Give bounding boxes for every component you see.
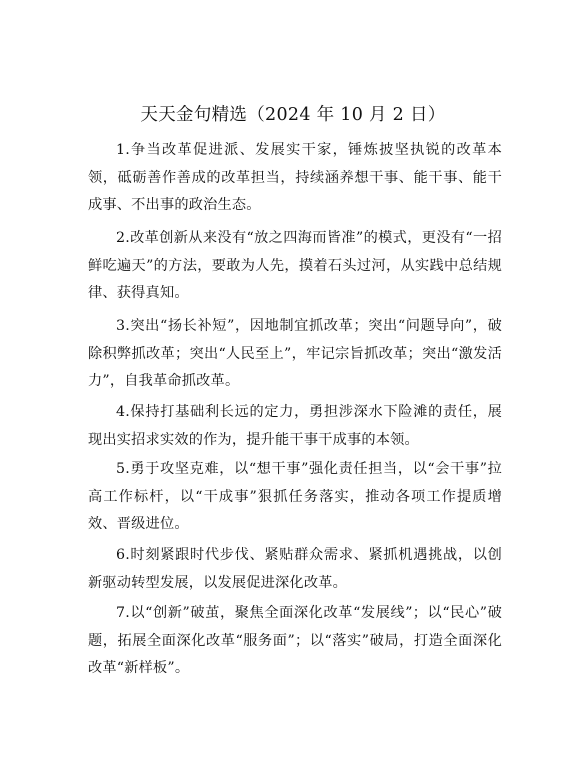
paragraph-4: 4.保持打基础利长远的定力，勇担涉深水下险滩的责任，展现出实招求实效的作为，提升能干事干成事的本领。 (88, 404, 502, 448)
paragraph-7: 7.以“创新”破茧，聚焦全面深化改革“发展线”；以“民心”破题，拓展全面深化改革“服务面”；以“落实”破局，打造全面深化改革“新样板”。 (88, 605, 502, 676)
paragraph-6: 6.时刻紧跟时代步伐、紧贴群众需求、紧抓机遇挑战，以创新驱动转型发展，以发展促进深化改革。 (88, 547, 502, 591)
paragraph-5: 5.勇于攻坚克难，以“想干事”强化责任担当，以“会干事”拉高工作标杆，以“干成事”狠抓任务落实，推动各项工作提质增效、晋级进位。 (88, 461, 502, 532)
paragraph-2: 2.改革创新从来没有“放之四海而皆准”的模式，更没有“一招鲜吃遍天”的方法，要敢为人先，摸着石头过河，从实践中总结规律、获得真知。 (88, 230, 502, 301)
document-title: 天天金句精选（2024 年 10 月 2 日） (140, 105, 446, 125)
paragraph-3: 3.突出“扬长补短”，因地制宜抓改革；突出“问题导向”，破除积弊抓改革；突出“人民至上”，牢记宗旨抓改革；突出“激发活力”，自我革命抓改革。 (88, 318, 502, 389)
paragraph-1: 1.争当改革促进派、发展实干家，锤炼披坚执锐的改革本领，砥砺善作善成的改革担当，持续涵养想干事、能干事、能干成事、不出事的政治生态。 (88, 142, 502, 213)
